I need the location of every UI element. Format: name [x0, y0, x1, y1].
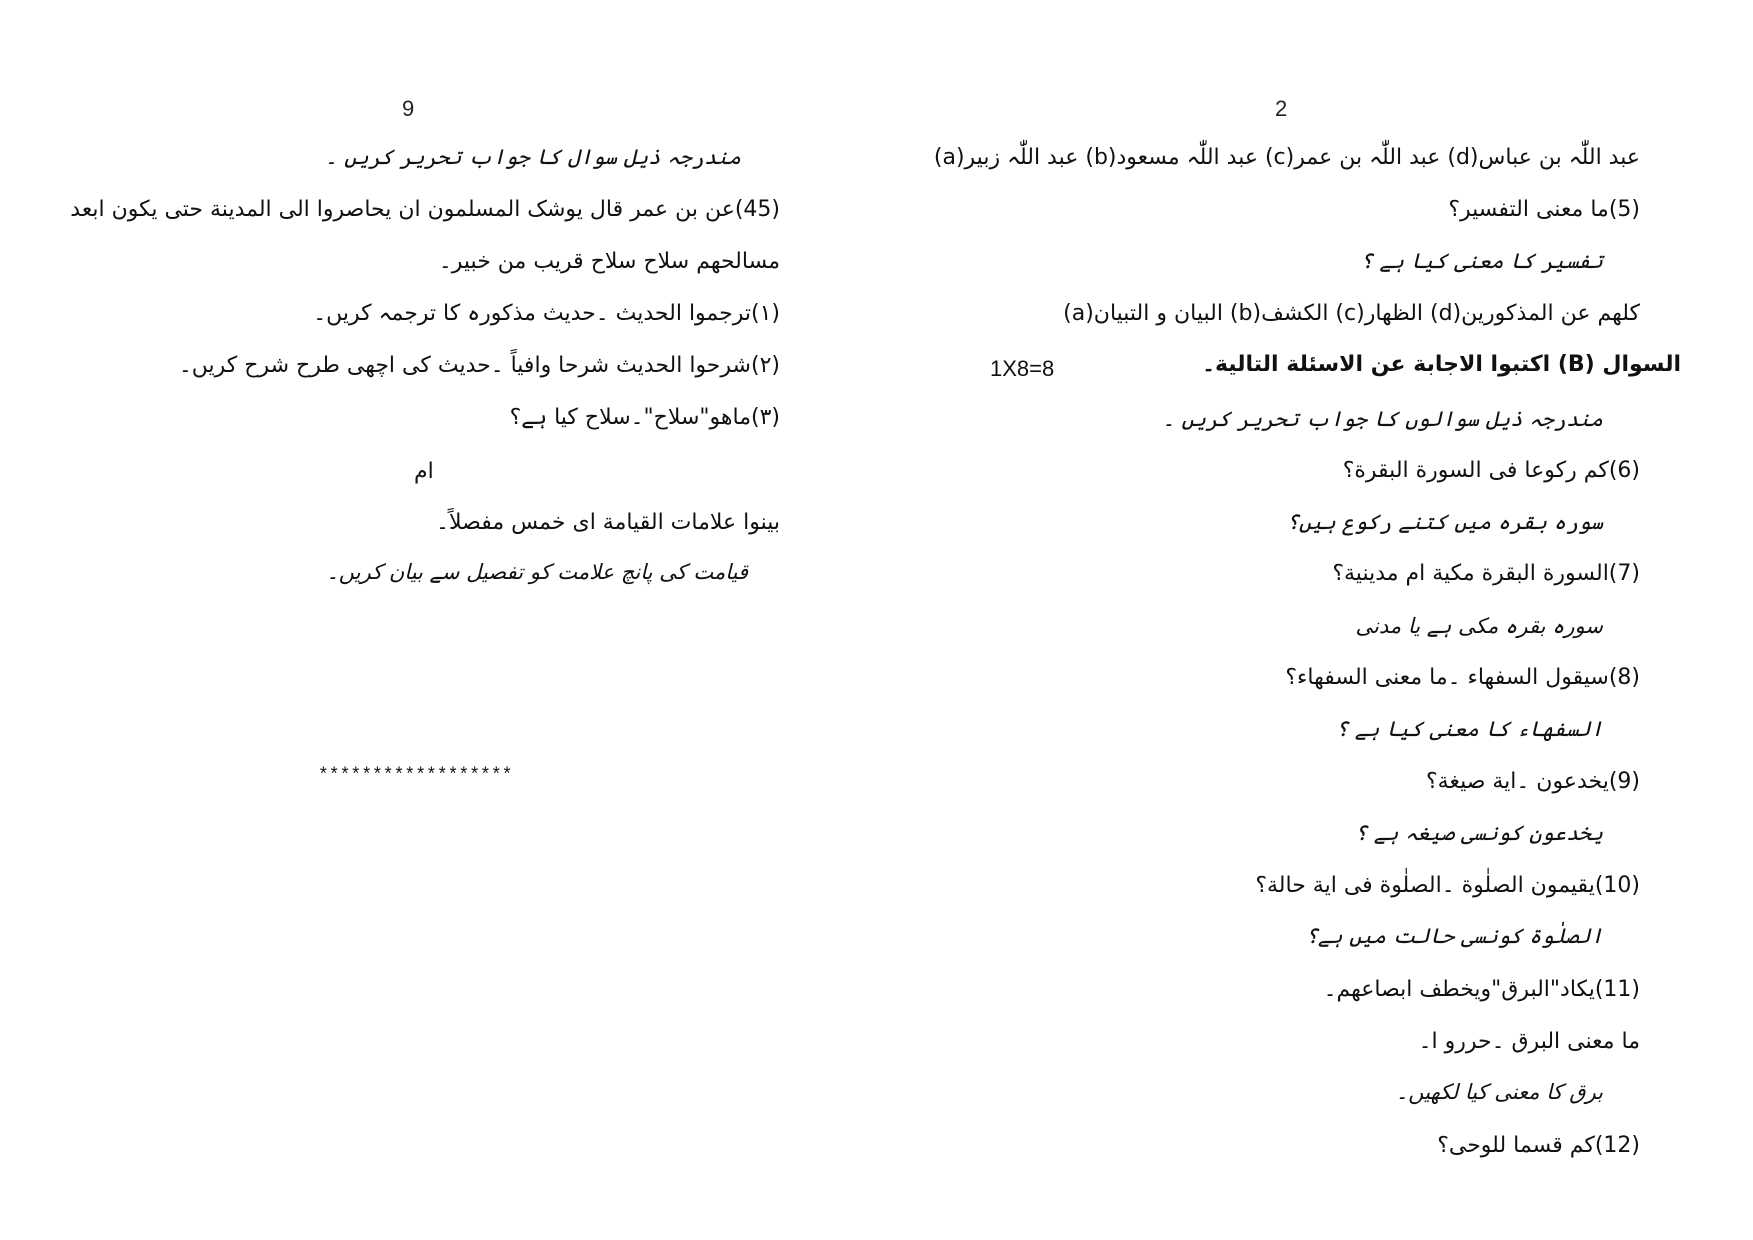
right-question-11-part: ما معنی البرق ۔حررو ا۔: [1418, 1029, 1640, 1054]
right-question-7: (7)السورة البقرة مکیة ام مدینیة؟: [1332, 561, 1640, 586]
end-stars: ******************: [318, 766, 513, 786]
section-b-heading: السوال (B) اکتبوا الاجابة عن الاسئلة التالیة۔: [1202, 352, 1681, 377]
right-question-12: (12)کم قسما للوحی؟: [1437, 1133, 1640, 1158]
section-b-marks: 1X8=8: [990, 356, 1055, 381]
right-question-5: (5)ما معنی التفسیر؟: [1448, 197, 1640, 222]
right-question-8: (8)سیقول السفھاء ۔ما معنی السفھاء؟: [1285, 665, 1640, 690]
right-page-number: 2: [1275, 96, 1288, 121]
left-alt-question: بینوا علامات القیامة ای خمس مفصلاً۔: [436, 510, 780, 535]
right-question-8-urdu: السفھاء کا معنی کیا ہے ؟: [1335, 717, 1603, 741]
right-question-11: (11)یکاد"البرق"ویخطف ابصاعھم۔: [1323, 977, 1640, 1002]
right-question-9-urdu: یخدعون کونسی صیغہ ہے ؟: [1354, 821, 1603, 845]
left-question-45: (45)عن بن عمر قال یوشک المسلمون ان یحاصروا الی المدینة حتی یکون ابعد: [70, 197, 780, 222]
left-subquestion-1: (۱)ترجموا الحدیث ۔حدیث مذکورہ کا ترجمہ کریں۔: [313, 301, 780, 326]
right-question-9: (9)یخدعون ۔ایة صیغة؟: [1425, 769, 1640, 794]
right-question-7-urdu: سورہ بقرہ مکی ہے یا مدنی: [1355, 614, 1603, 638]
left-instruction: مندرجہ ذیل سوال کا جواب تحریر کریں ۔: [325, 145, 741, 169]
right-question-5-urdu: تفسیر کا معنی کیا ہے ؟: [1360, 249, 1603, 273]
right-q5-options: (a)البیان و التبیان (b)الکشف (c)الظھار (d)کلھم عن المذکورین: [1063, 301, 1640, 326]
left-question-45-cont: مسالحھم سلاح سلاح قریب من خبیر۔: [438, 249, 780, 274]
left-page-number: 9: [402, 96, 415, 121]
right-question-10-urdu: الصلٰوة کونسی حالت میں ہے؟: [1305, 924, 1603, 948]
right-question-6-urdu: سورہ بقرہ میں کتنے رکوع ہیں؟: [1286, 510, 1603, 534]
left-alt-question-urdu: قیامت کی پانچ علامت کو تفصیل سے بیان کریں۔: [326, 560, 748, 584]
left-or-separator: ام: [414, 459, 434, 484]
right-q4-options: (a)عبد اللّٰہ زبیر (b)عبد اللّٰہ مسعود (c)عبد اللّٰہ بن عمر (d)عبد اللّٰہ بن عباس: [933, 145, 1640, 170]
right-question-10: (10)یقیمون الصلٰوة ۔الصلٰوة فی ایة حالة؟: [1255, 873, 1640, 898]
right-question-11-urdu: برق کا معنی کیا لکھیں۔: [1395, 1080, 1603, 1104]
right-question-6: (6)کم رکوعا فی السورة البقرة؟: [1342, 458, 1640, 483]
right-instruction: مندرجہ ذیل سوالوں کا جواب تحریر کریں ۔: [1162, 407, 1603, 431]
left-subquestion-2: (۲)شرحوا الحدیث شرحا وافیاً ۔حدیث کی اچھی طرح شرح کریں۔: [178, 353, 780, 378]
left-subquestion-3: (۳)ماھو"سلاح"۔سلاح کیا ہے؟: [509, 405, 780, 430]
